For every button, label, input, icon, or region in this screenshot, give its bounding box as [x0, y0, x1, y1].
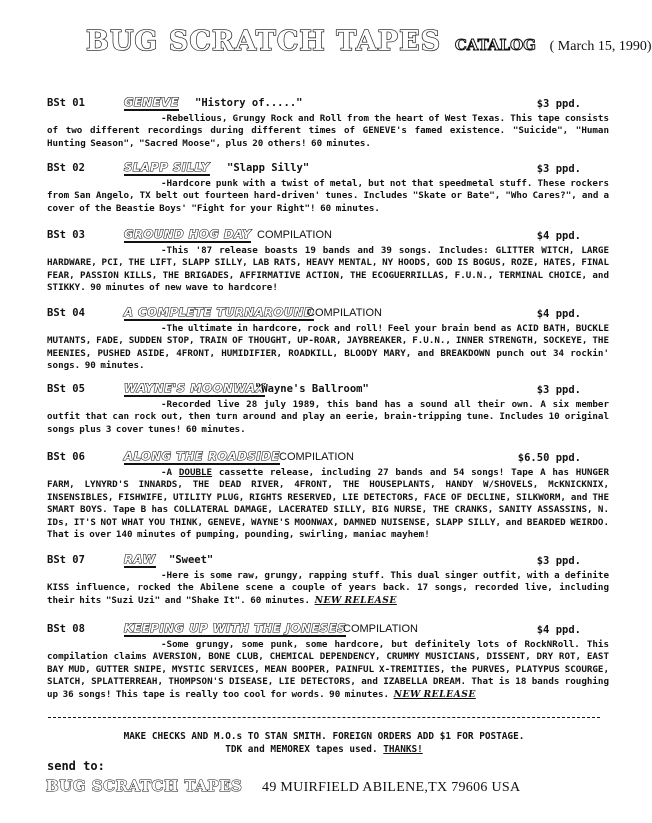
brand-title: BUG SCRATCH TAPES	[86, 26, 442, 57]
entry-header	[47, 553, 609, 569]
thanks-text: THANKS!	[383, 743, 423, 755]
entry-description: -The ultimate in hardcore, rock and roll! Feel your brain bend as ACID BATH, BUCKLE MUTANTS, FADE, SUDDEN STOP, TRAIN OF THOUGHT, UP-ROAR, JAYBREAKER, F.U.N., INNER STRENGTH, SOCKEYE, THE MEENIES, PUSHED ASIDE, 4FRONT, HUMIDIFIER, ROADKILL, BLOODY MARY, and BREAKDOWN punch out 34 rockin' songs. 90 minutes.	[47, 323, 609, 372]
catalog-number: BSt 03	[47, 229, 85, 241]
price: $4 ppd.	[536, 624, 581, 636]
entry-header	[47, 450, 609, 466]
catalog-entry	[47, 96, 609, 150]
catalog-number: BSt 01	[47, 97, 85, 109]
catalog-entry	[47, 382, 609, 436]
entry-description: -Hardcore punk with a twist of metal, but not that speedmetal stuff. These rockers from San Angelo, TX belt out fourteen hard-driven' tunes. Includes "Skate or Bate", "Who Cares?", and a cover of the Beastie Boys' "Fight for your Right"! 60 minutes.	[47, 178, 609, 214]
catalog-number: BSt 07	[47, 554, 85, 566]
street-address: 49 MUIRFIELD ABILENE,TX 79606 USA	[262, 780, 521, 795]
compilation-label: COMPILATION	[257, 229, 332, 241]
catalog-entry	[47, 622, 609, 701]
brand-name-footer: BUG SCRATCH TAPES	[46, 777, 243, 795]
entry-header	[47, 96, 609, 112]
double-emphasis: DOUBLE	[178, 467, 213, 478]
price: $4 ppd.	[536, 230, 581, 242]
catalog-number: BSt 05	[47, 383, 85, 395]
compilation-label: COMPILATION	[343, 623, 418, 635]
entry-description: -Here is some raw, grungy, rapping stuff. This dual singer outfit, with a definite KISS influence, rocked the Abilene scene a couple of years back. 17 songs, recorded live, including their hits "Suzi Uzi" and "Shake It". 60 minutes. NEW RELEASE	[47, 570, 609, 606]
price: $3 ppd.	[536, 163, 581, 175]
compilation-label: COMPILATION	[279, 451, 354, 463]
price: $4 ppd.	[536, 308, 581, 320]
catalog-entry	[47, 161, 609, 215]
band-logo: SLAPP SILLY	[124, 160, 210, 174]
entry-description: -This '87 release boasts 19 bands and 39 songs. Includes: GLITTER WITCH, LARGE HARDWARE, PCI, THE LIFT, SLAPP SILLY, LAB RATS, HEAVY MENTAL, NY HOODS, GOD IS BOGUS, ROZE, HATES, FINAL FEAR, PASSION KILLS, THE BRIGADES, AFFIRMATIVE ACTION, THE ECOGUERRILLAS, F.U.N., TERMINAL CHOICE, and STIKKY. 90 minutes of new wave to hardcore!	[47, 245, 609, 294]
band-logo: GROUND HOG DAY	[124, 227, 252, 241]
band-logo: GENEVE	[124, 95, 180, 109]
catalog-word: CATALOG	[454, 36, 536, 54]
catalog-number: BSt 06	[47, 451, 85, 463]
band-logo: KEEPING UP WITH THE JONESES	[124, 621, 347, 635]
release-title: "Wayne's Ballroom"	[255, 383, 369, 395]
release-title: "History of....."	[195, 97, 303, 109]
entry-header	[47, 306, 609, 322]
entry-header	[47, 161, 609, 177]
catalog-header	[86, 26, 652, 57]
band-logo: A COMPLETE TURNAROUND	[124, 305, 315, 319]
price: $3 ppd.	[536, 98, 581, 110]
catalog-entry	[47, 450, 609, 541]
band-logo: ALONG THE ROADSIDE	[124, 449, 280, 463]
new-release-badge: NEW RELEASE	[393, 688, 476, 700]
catalog-entry	[47, 306, 609, 373]
ordering-notes	[48, 731, 600, 756]
entry-header	[47, 382, 609, 398]
entry-header	[47, 228, 609, 244]
price: $6.50 ppd.	[517, 452, 581, 464]
band-logo: RAW	[124, 552, 156, 566]
catalog-entry	[47, 553, 609, 607]
release-title: "Sweet"	[169, 554, 214, 566]
mailing-address	[46, 776, 520, 796]
release-title: "Slapp Silly"	[227, 162, 310, 174]
price: $3 ppd.	[536, 555, 581, 567]
tape-note: TDK and MEMOREX tapes used. THANKS!	[225, 743, 423, 755]
dashed-divider	[48, 717, 600, 718]
catalog-date: ( March 15, 1990)	[549, 39, 652, 54]
compilation-label: COMPILATION	[307, 307, 382, 319]
catalog-number: BSt 04	[47, 307, 85, 319]
catalog-entry	[47, 228, 609, 295]
entry-header	[47, 622, 609, 638]
price: $3 ppd.	[536, 384, 581, 396]
payment-note: MAKE CHECKS AND M.O.s TO STAN SMITH. FOREIGN ORDERS ADD $1 FOR POSTAGE.	[123, 731, 525, 742]
entry-description: -A DOUBLE cassette release, including 27 bands and 54 songs! Tape A has HUNGER FARM, LYNYRD'S INNARDS, THE DEAD RIVER, 4FRONT, THE HOUSEPLANTS, HANDY W/SHOVELS, McKNICKNIX, INSENSIBLES, FISHWIFE, UTILITY PLUG, RIGHTS RESERVED, LIE DETECTORS, FACE OF DECLINE, SILKWORM, and THE SMART BOYS. Tape B has COLLATERAL DAMAGE, LACERATED SILLY, BIG NURSE, THE CRANKS, SANITY ASSASSINS, N. IDs, IT'S NOT WHAT YOU THINK, GENEVE, WAYNE'S MOONWAX, DAMNED NUISENSE, SLAPP SILLY, and BEARDED WEIRDO. That is over 140 minutes of pumping, pounding, swirling, maniac mayhem!	[47, 467, 609, 541]
catalog-number: BSt 08	[47, 623, 85, 635]
catalog-number: BSt 02	[47, 162, 85, 174]
band-logo: WAYNE'S MOONWAX	[124, 381, 266, 395]
entry-description: -Rebellious, Grungy Rock and Roll from the heart of West Texas. This tape consists of two different recordings during different times of GENEVE's famed existence. "Suicide", "Human Hunting Season", "Sacred Moose", plus 20 others! 60 minutes.	[47, 113, 609, 149]
send-to-label: send to:	[47, 759, 105, 773]
entry-description: -Recorded live 28 july 1989, this band has a sound all their own. A six member outfit that can rock out, then turn around and play an eerie, brain-tripping tune. Includes 10 original songs plus 3 cover tunes! 60 minutes.	[47, 399, 609, 435]
entry-description: -Some grungy, some punk, some hardcore, but definitely lots of RockNRoll. This compilation claims AVERSION, BONE CLUB, CHEMICAL DEPENDENCY, CRUMMY MUSICIANS, DISSENT, DRY ROT, EAST BAY MUD, GUTTER SNIPE, MYSTIC SERVICES, MEAN BOOPER, PAINFUL X-TREMITIES, the PURVES, PLATYPUS SCOURGE, SLATCH, SPLATTERREAH, THOMPSON'S DISEASE, LIE DETECTORS, and IZABELLA DREAM. That is 18 bands roughing up 36 songs! This tape is really too cool for words. 90 minutes. NEW RELEASE	[47, 639, 609, 700]
new-release-badge: NEW RELEASE	[314, 594, 397, 606]
